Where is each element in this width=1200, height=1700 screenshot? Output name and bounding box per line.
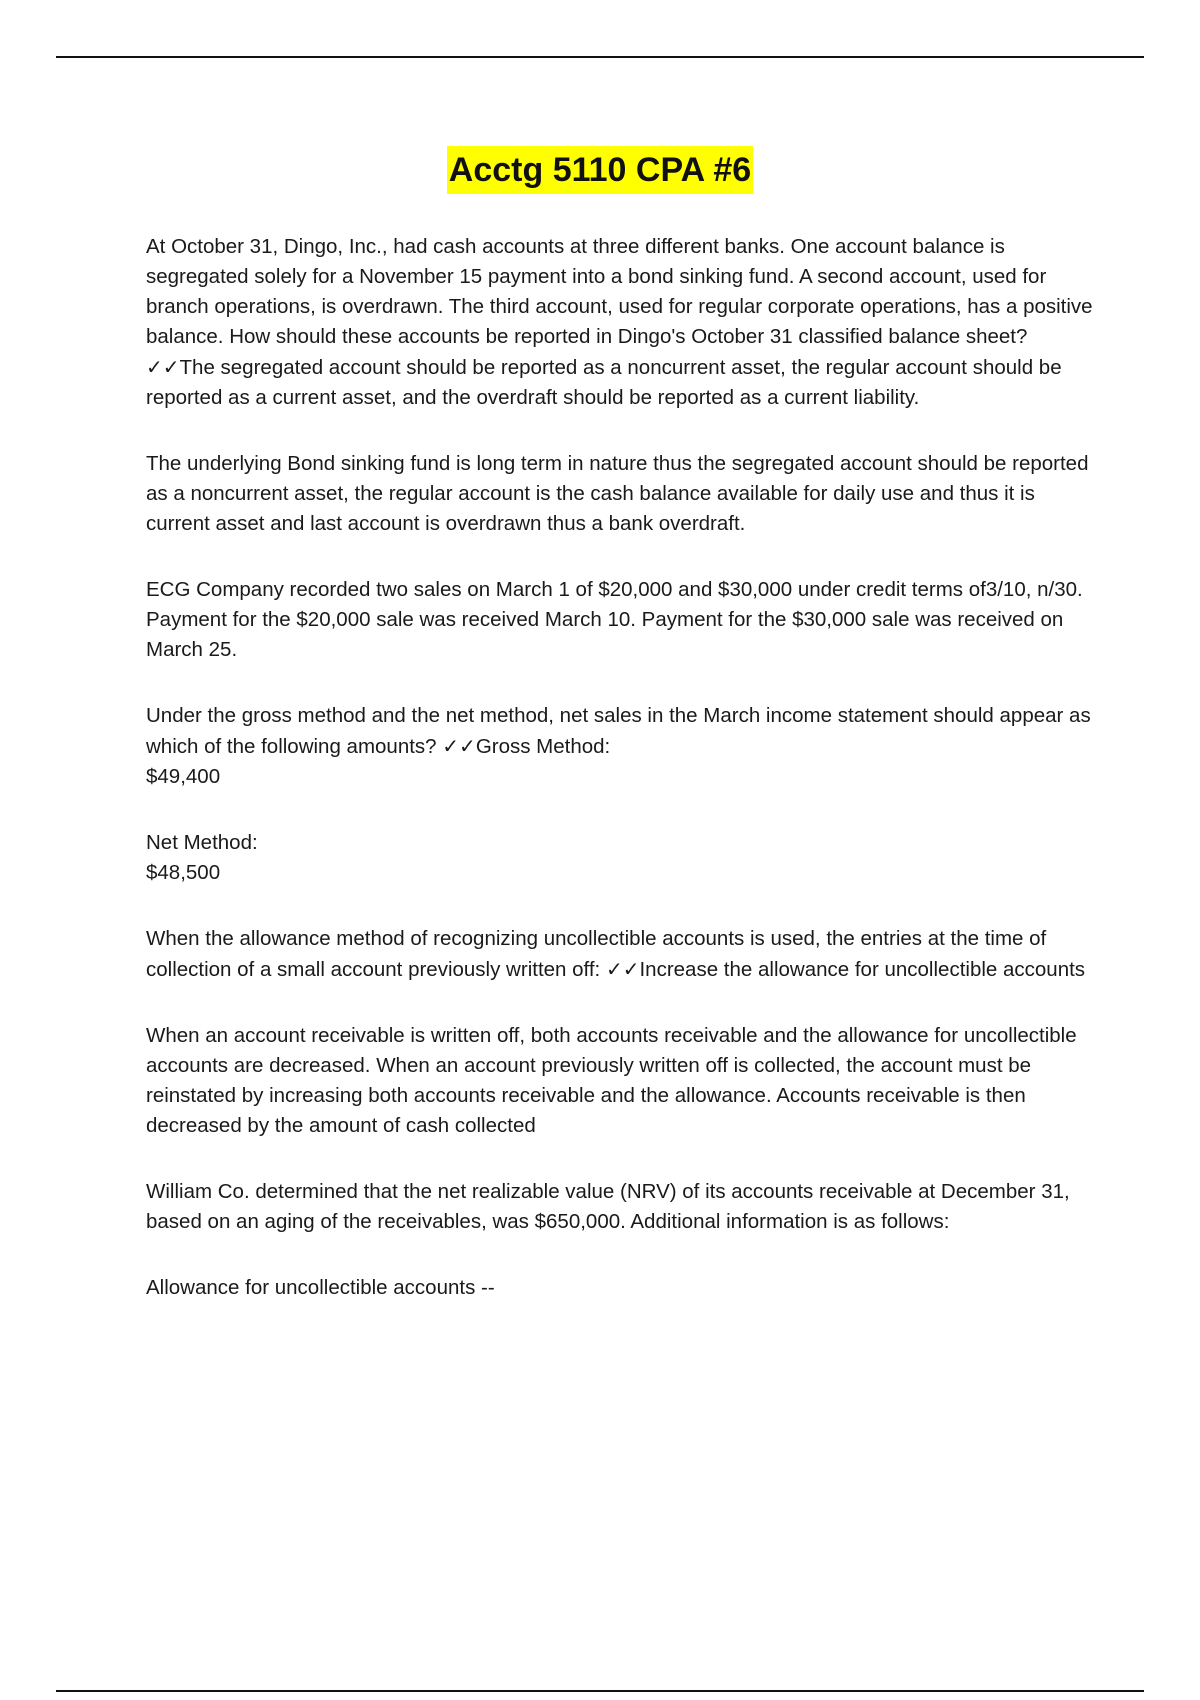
question-3-text: When the allowance method of recognizing uncollectible accounts is used, the entries at the time of collection of a small account previously written off: — [146, 927, 1047, 981]
check-icon: ✓✓ — [146, 355, 180, 379]
question-3 — [146, 924, 1096, 985]
question-2 — [146, 701, 1096, 792]
question-1-text: At October 31, Dingo, Inc., had cash accounts at three different banks. One account balance is segregated solely for a November 15 payment into a bond sinking fund. A second account, used for branch operations, is overdrawn. The third account, used for regular corporate operations, has a positive balance. How should these accounts be reported in Dingo's October 31 classified balance sheet? — [146, 235, 1093, 348]
question-4-context: William Co. determined that the net realizable value (NRV) of its accounts receivable at December 31, based on an aging of the receivables, was $650,000. Additional information is as follows: — [146, 1180, 1070, 1233]
document-title: Acctg 5110 CPA #6 — [447, 146, 753, 194]
footer-rule — [56, 1690, 1144, 1692]
question-3-answer: Increase the allowance for uncollectible accounts — [639, 958, 1086, 981]
question-1 — [146, 232, 1096, 413]
question-4-item: Allowance for uncollectible accounts -- — [146, 1276, 495, 1299]
net-method-label: Net Method: — [146, 831, 258, 854]
question-2-text: Under the gross method and the net method, net sales in the March income statement should appear as which of the following amounts? — [146, 704, 1091, 758]
gross-method-value: $49,400 — [146, 765, 221, 788]
title-container — [0, 146, 1200, 194]
check-icon: ✓✓ — [605, 957, 640, 981]
header-rule — [56, 56, 1144, 58]
question-2-context: ECG Company recorded two sales on March 1 of $20,000 and $30,000 under credit terms of3/10, n/30. Payment for the $20,000 sale was received March 10. Payment for the $30,000 sale was received on March 25. — [146, 578, 1083, 661]
question-1-answer: The segregated account should be reported as a noncurrent asset, the regular account should be reported as a current asset, and the overdraft should be reported as a current liability. — [146, 356, 1062, 409]
net-method-answer — [146, 828, 1096, 888]
document-body — [146, 232, 1096, 1339]
check-icon: ✓✓ — [442, 734, 476, 758]
question-1-explanation: The underlying Bond sinking fund is long term in nature thus the segregated account should be reported as a noncurrent asset, the regular account is the cash balance available for daily use and thus it is current asset and last account is overdrawn thus a bank overdraft. — [146, 452, 1089, 535]
gross-method-label: Gross Method: — [475, 735, 611, 758]
net-method-value: $48,500 — [146, 861, 221, 884]
question-3-explanation: When an account receivable is written off, both accounts receivable and the allowance for uncollectible accounts are decreased. When an account previously written off is collected, the account must be reinstated by increasing both accounts receivable and the allowance. Accounts receivable is then decreased by the amount of cash collected — [146, 1024, 1077, 1137]
